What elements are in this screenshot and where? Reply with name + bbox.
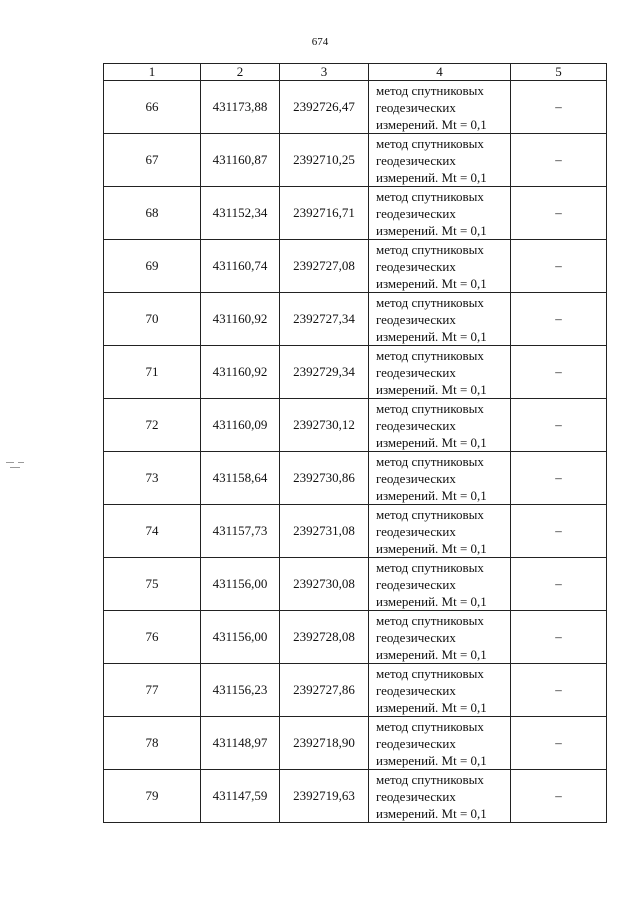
method-line: измерений. Mt = 0,1 bbox=[376, 646, 487, 662]
method-line: метод спутниковых bbox=[376, 400, 484, 416]
method-line: измерений. Mt = 0,1 bbox=[376, 540, 487, 556]
method-line: измерений. Mt = 0,1 bbox=[376, 169, 487, 185]
table-row bbox=[104, 81, 607, 134]
point-number-cell: 70 bbox=[104, 293, 201, 346]
method-line: метод спутниковых bbox=[376, 559, 484, 575]
table-row bbox=[104, 293, 607, 346]
column-5-cell: – bbox=[511, 452, 607, 505]
method-cell bbox=[369, 399, 511, 452]
x-coordinate-cell: 431156,00 bbox=[201, 611, 280, 664]
y-coordinate-cell: 2392728,08 bbox=[280, 611, 369, 664]
x-coordinate-cell: 431148,97 bbox=[201, 717, 280, 770]
method-line: геодезических bbox=[376, 364, 456, 380]
table-row bbox=[104, 770, 607, 823]
x-coordinate-cell: 431160,87 bbox=[201, 134, 280, 187]
y-coordinate-cell: 2392726,47 bbox=[280, 81, 369, 134]
column-5-cell: – bbox=[511, 611, 607, 664]
method-cell bbox=[369, 81, 511, 134]
column-5-cell: – bbox=[511, 770, 607, 823]
method-line: геодезических bbox=[376, 788, 456, 804]
column-header-4: 4 bbox=[369, 64, 511, 81]
column-5-cell: – bbox=[511, 187, 607, 240]
method-line: метод спутниковых bbox=[376, 82, 484, 98]
method-line: измерений. Mt = 0,1 bbox=[376, 805, 487, 821]
point-number-cell: 69 bbox=[104, 240, 201, 293]
table-row bbox=[104, 399, 607, 452]
table-row bbox=[104, 452, 607, 505]
x-coordinate-cell: 431173,88 bbox=[201, 81, 280, 134]
x-coordinate-cell: 431160,92 bbox=[201, 346, 280, 399]
method-line: геодезических bbox=[376, 523, 456, 539]
x-coordinate-cell: 431156,00 bbox=[201, 558, 280, 611]
method-cell bbox=[369, 346, 511, 399]
method-line: метод спутниковых bbox=[376, 294, 484, 310]
method-cell bbox=[369, 611, 511, 664]
y-coordinate-cell: 2392729,34 bbox=[280, 346, 369, 399]
y-coordinate-cell: 2392716,71 bbox=[280, 187, 369, 240]
point-number-cell: 66 bbox=[104, 81, 201, 134]
column-5-cell: – bbox=[511, 293, 607, 346]
table-row bbox=[104, 717, 607, 770]
table-row bbox=[104, 134, 607, 187]
y-coordinate-cell: 2392727,08 bbox=[280, 240, 369, 293]
method-line: геодезических bbox=[376, 470, 456, 486]
x-coordinate-cell: 431152,34 bbox=[201, 187, 280, 240]
point-number-cell: 75 bbox=[104, 558, 201, 611]
column-5-cell: – bbox=[511, 346, 607, 399]
method-cell bbox=[369, 664, 511, 717]
method-cell bbox=[369, 240, 511, 293]
method-line: измерений. Mt = 0,1 bbox=[376, 116, 487, 132]
x-coordinate-cell: 431147,59 bbox=[201, 770, 280, 823]
method-line: метод спутниковых bbox=[376, 453, 484, 469]
column-5-cell: – bbox=[511, 505, 607, 558]
table-row bbox=[104, 505, 607, 558]
y-coordinate-cell: 2392731,08 bbox=[280, 505, 369, 558]
x-coordinate-cell: 431160,92 bbox=[201, 293, 280, 346]
method-line: геодезических bbox=[376, 735, 456, 751]
column-header-5: 5 bbox=[511, 64, 607, 81]
column-5-cell: – bbox=[511, 399, 607, 452]
method-cell bbox=[369, 134, 511, 187]
method-line: геодезических bbox=[376, 205, 456, 221]
method-line: метод спутниковых bbox=[376, 771, 484, 787]
method-line: метод спутниковых bbox=[376, 241, 484, 257]
method-line: метод спутниковых bbox=[376, 135, 484, 151]
column-5-cell: – bbox=[511, 240, 607, 293]
method-line: метод спутниковых bbox=[376, 188, 484, 204]
y-coordinate-cell: 2392730,86 bbox=[280, 452, 369, 505]
method-cell bbox=[369, 452, 511, 505]
x-coordinate-cell: 431160,74 bbox=[201, 240, 280, 293]
point-number-cell: 79 bbox=[104, 770, 201, 823]
method-line: метод спутниковых bbox=[376, 665, 484, 681]
method-cell bbox=[369, 293, 511, 346]
column-5-cell: – bbox=[511, 717, 607, 770]
point-number-cell: 73 bbox=[104, 452, 201, 505]
y-coordinate-cell: 2392730,12 bbox=[280, 399, 369, 452]
x-coordinate-cell: 431160,09 bbox=[201, 399, 280, 452]
method-line: метод спутниковых bbox=[376, 347, 484, 363]
method-line: метод спутниковых bbox=[376, 506, 484, 522]
y-coordinate-cell: 2392710,25 bbox=[280, 134, 369, 187]
y-coordinate-cell: 2392718,90 bbox=[280, 717, 369, 770]
table-row bbox=[104, 187, 607, 240]
x-coordinate-cell: 431158,64 bbox=[201, 452, 280, 505]
y-coordinate-cell: 2392719,63 bbox=[280, 770, 369, 823]
x-coordinate-cell: 431157,73 bbox=[201, 505, 280, 558]
point-number-cell: 67 bbox=[104, 134, 201, 187]
method-line: измерений. Mt = 0,1 bbox=[376, 275, 487, 291]
method-line: измерений. Mt = 0,1 bbox=[376, 328, 487, 344]
table-header-row bbox=[104, 64, 607, 81]
table-row bbox=[104, 611, 607, 664]
column-header-3: 3 bbox=[280, 64, 369, 81]
point-number-cell: 77 bbox=[104, 664, 201, 717]
column-5-cell: – bbox=[511, 558, 607, 611]
method-line: геодезических bbox=[376, 682, 456, 698]
method-line: геодезических bbox=[376, 576, 456, 592]
y-coordinate-cell: 2392727,86 bbox=[280, 664, 369, 717]
page-number: 674 bbox=[311, 36, 329, 48]
point-number-cell: 72 bbox=[104, 399, 201, 452]
method-line: геодезических bbox=[376, 417, 456, 433]
method-line: геодезических bbox=[376, 99, 456, 115]
point-number-cell: 74 bbox=[104, 505, 201, 558]
method-line: измерений. Mt = 0,1 bbox=[376, 487, 487, 503]
point-number-cell: 78 bbox=[104, 717, 201, 770]
method-cell bbox=[369, 717, 511, 770]
method-line: измерений. Mt = 0,1 bbox=[376, 593, 487, 609]
method-line: измерений. Mt = 0,1 bbox=[376, 752, 487, 768]
column-header-2: 2 bbox=[201, 64, 280, 81]
stray-scan-marks bbox=[6, 458, 28, 474]
method-line: геодезических bbox=[376, 258, 456, 274]
table-row bbox=[104, 240, 607, 293]
x-coordinate-cell: 431156,23 bbox=[201, 664, 280, 717]
method-line: метод спутниковых bbox=[376, 718, 484, 734]
coordinates-table bbox=[103, 63, 607, 823]
y-coordinate-cell: 2392730,08 bbox=[280, 558, 369, 611]
method-line: измерений. Mt = 0,1 bbox=[376, 434, 487, 450]
method-line: геодезических bbox=[376, 629, 456, 645]
table-row bbox=[104, 346, 607, 399]
point-number-cell: 68 bbox=[104, 187, 201, 240]
method-line: измерений. Mt = 0,1 bbox=[376, 222, 487, 238]
method-line: измерений. Mt = 0,1 bbox=[376, 699, 487, 715]
method-cell bbox=[369, 187, 511, 240]
point-number-cell: 71 bbox=[104, 346, 201, 399]
column-header-1: 1 bbox=[104, 64, 201, 81]
method-line: геодезических bbox=[376, 152, 456, 168]
method-line: геодезических bbox=[376, 311, 456, 327]
column-5-cell: – bbox=[511, 134, 607, 187]
point-number-cell: 76 bbox=[104, 611, 201, 664]
method-line: метод спутниковых bbox=[376, 612, 484, 628]
method-cell bbox=[369, 770, 511, 823]
y-coordinate-cell: 2392727,34 bbox=[280, 293, 369, 346]
column-5-cell: – bbox=[511, 664, 607, 717]
table-row bbox=[104, 558, 607, 611]
method-cell bbox=[369, 558, 511, 611]
method-line: измерений. Mt = 0,1 bbox=[376, 381, 487, 397]
column-5-cell: – bbox=[511, 81, 607, 134]
table-row bbox=[104, 664, 607, 717]
method-cell bbox=[369, 505, 511, 558]
